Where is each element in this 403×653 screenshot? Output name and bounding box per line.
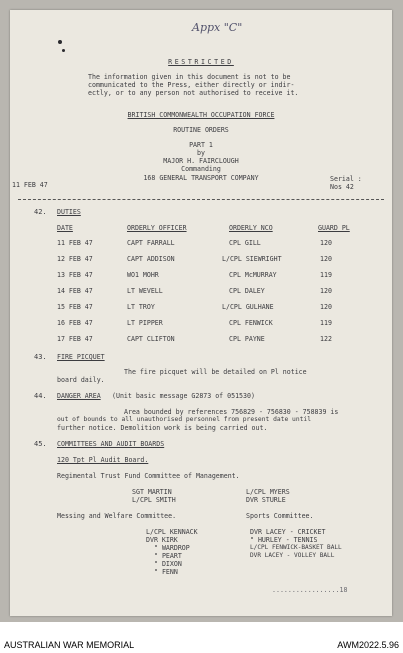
committee-member: DVR STURLE — [246, 496, 286, 504]
duty-guard: 120 — [320, 287, 332, 295]
messing-member: " WARDROP — [154, 544, 190, 552]
paragraph-number: 42. — [34, 208, 47, 216]
messing-member: " PEART — [154, 552, 182, 560]
force-title: BRITISH COMMONWEALTH OCCUPATION FORCE — [127, 111, 275, 119]
document-page — [10, 10, 392, 616]
committee-member: L/CPL MYERS — [246, 488, 290, 496]
paragraph-number: 43. — [34, 353, 47, 361]
duty-officer: CAPT CLIFTON — [127, 335, 175, 343]
danger-area-heading: DANGER AREA — [57, 392, 101, 400]
paragraph-number: 45. — [34, 440, 47, 448]
messing-member: DVR KIRK — [146, 536, 178, 544]
duty-date: 11 FEB 47 — [57, 239, 93, 247]
sports-committee-heading: Sports Committee. — [246, 512, 314, 520]
duty-guard: 120 — [320, 239, 332, 247]
sports-member: " HURLEY - TENNIS — [250, 536, 318, 544]
fire-picquet-text: board daily. — [57, 376, 105, 384]
duty-date: 17 FEB 47 — [57, 335, 93, 343]
duty-nco: CPL DALEY — [229, 287, 265, 295]
notice-line: ectly, or to any person not authorised to receive it. — [88, 89, 299, 97]
danger-area-text: Area bounded by references 756829 - 756830 - 758839 is — [124, 408, 339, 416]
danger-area-reference: (Unit basic message G2873 of 051530) — [112, 392, 255, 400]
restricted-title: RESTRICTED — [168, 58, 234, 66]
audit-board-heading: 120 Tpt Pl Audit Board. — [57, 456, 149, 464]
orders-title: ROUTINE ORDERS — [173, 126, 229, 134]
regimental-committee-heading: Regimental Trust Fund Committee of Management. — [57, 472, 240, 480]
duty-guard: 122 — [320, 335, 332, 343]
duties-heading: DUTIES — [57, 208, 81, 216]
signature-line: .................18 — [272, 586, 348, 594]
column-header-date: DATE — [57, 224, 73, 232]
notice-line: communicated to the Press, either directly or indir- — [88, 81, 295, 89]
committees-heading: COMMITTEES AND AUDIT BOARDS — [57, 440, 165, 448]
order-date: 11 FEB 47 — [12, 181, 48, 189]
duty-date: 13 FEB 47 — [57, 271, 93, 279]
duty-guard: 119 — [320, 271, 332, 279]
duty-date: 12 FEB 47 — [57, 255, 93, 263]
commander-name: MAJOR H. FAIRCLOUGH — [163, 157, 239, 165]
duty-officer: WO1 MOHR — [127, 271, 159, 279]
archive-source: AUSTRALIAN WAR MEMORIAL — [4, 640, 135, 650]
column-header-orderly-nco: ORDERLY NCO — [229, 224, 273, 232]
duty-date: 14 FEB 47 — [57, 287, 93, 295]
duty-guard: 120 — [320, 303, 332, 311]
fire-picquet-heading: FIRE PICQUET — [57, 353, 105, 361]
duty-date: 15 FEB 47 — [57, 303, 93, 311]
messing-member: " DIXON — [154, 560, 182, 568]
duty-officer: LT PIPPER — [127, 319, 163, 327]
duty-officer: CAPT ADDISON — [127, 255, 175, 263]
ink-mark — [58, 40, 62, 44]
sports-member: DVR LACEY - CRICKET — [250, 528, 326, 536]
duty-nco: L/CPL GULHANE — [222, 303, 274, 311]
notice-line: The information given in this document is not to be — [88, 73, 291, 81]
part-label: PART 1 — [189, 141, 213, 149]
danger-area-text: further notice. Demolition work is being carried out. — [57, 424, 268, 432]
serial-label: Serial : — [330, 175, 362, 183]
duty-officer: CAPT FARRALL — [127, 239, 175, 247]
duty-nco: CPL FENWICK — [229, 319, 273, 327]
messing-member: " FENN — [154, 568, 178, 576]
messing-committee-heading: Messing and Welfare Committee. — [57, 512, 177, 520]
duty-nco: CPL GILL — [229, 239, 261, 247]
sports-member: L/CPL FENWICK-BASKET BALL — [250, 544, 342, 551]
committee-member: L/CPL SMITH — [132, 496, 176, 504]
ink-mark — [62, 49, 65, 52]
paragraph-number: 44. — [34, 392, 47, 400]
handwritten-note: Appx "C" — [192, 21, 243, 34]
fire-picquet-text: The fire picquet will be detailed on Pl notice — [124, 368, 307, 376]
column-header-guard-pl: GUARD PL — [318, 224, 350, 232]
serial-number: Nos 42 — [330, 183, 354, 191]
unit-name: 168 GENERAL TRANSPORT COMPANY — [143, 174, 259, 182]
danger-area-text: out of bounds to all unauthorised personnel from present date until — [57, 416, 312, 423]
by-label: by — [197, 149, 205, 157]
duty-nco: CPL PAYNE — [229, 335, 265, 343]
committee-member: SGT MARTIN — [132, 488, 172, 496]
duty-guard: 120 — [320, 255, 332, 263]
duty-nco: CPL McMURRAY — [229, 271, 277, 279]
messing-member: L/CPL KENNACK — [146, 528, 198, 536]
archive-footer — [0, 622, 403, 653]
duty-officer: LT WEVELL — [127, 287, 163, 295]
duty-guard: 119 — [320, 319, 332, 327]
duty-date: 16 FEB 47 — [57, 319, 93, 327]
duty-officer: LT TROY — [127, 303, 155, 311]
column-header-orderly-officer: ORDERLY OFFICER — [127, 224, 187, 232]
sports-member: DVR LACEY - VOLLEY BALL — [250, 552, 335, 559]
divider — [18, 199, 384, 200]
duty-nco: L/CPL SIEWRIGHT — [222, 255, 282, 263]
archive-reference: AWM2022.5.96 — [337, 640, 399, 650]
commanding-label: Commanding — [181, 165, 221, 173]
